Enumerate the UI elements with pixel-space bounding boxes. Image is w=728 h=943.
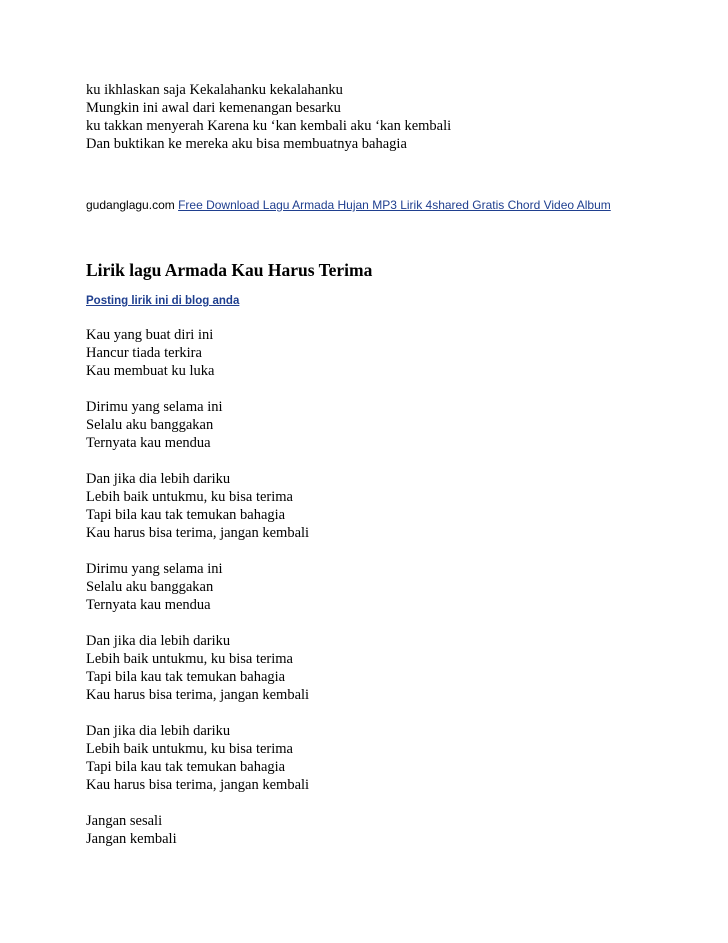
stanza [86, 326, 706, 380]
lyric-line: Dirimu yang selama ini [86, 561, 223, 577]
stanza [86, 560, 706, 614]
lyric-line: Ternyata kau mendua [86, 597, 211, 613]
lyric-line: Tapi bila kau tak temukan bahagia [86, 669, 286, 685]
lyric-line: Lebih baik untukmu, ku bisa terima [86, 651, 293, 667]
intro-line: ku ikhlaskan saja Kekalahanku kekalahanku [86, 82, 343, 98]
stanza [86, 722, 706, 794]
stanza [86, 632, 706, 704]
source-line [86, 197, 706, 213]
lyric-line: Ternyata kau mendua [86, 435, 211, 451]
lyric-line: Tapi bila kau tak temukan bahagia [86, 507, 286, 523]
lyric-line: Jangan sesali [86, 813, 163, 829]
intro-line: Mungkin ini awal dari kemenangan besarku [86, 100, 341, 116]
lyric-line: Tapi bila kau tak temukan bahagia [86, 759, 286, 775]
source-site: gudanglagu.com [86, 198, 175, 212]
lyric-line: Lebih baik untukmu, ku bisa terima [86, 741, 293, 757]
lyric-line: Lebih baik untukmu, ku bisa terima [86, 489, 293, 505]
article-title: Lirik lagu Armada Kau Harus Terima [86, 260, 373, 280]
lyrics-body [86, 326, 706, 848]
lyric-line: Selalu aku banggakan [86, 417, 214, 433]
lyric-line: Jangan kembali [86, 831, 177, 847]
intro-line: Dan buktikan ke mereka aku bisa membuatnya bahagia [86, 136, 407, 152]
post-lyrics-link[interactable]: Posting lirik ini di blog anda [86, 295, 240, 307]
stanza [86, 398, 706, 452]
stanza [86, 470, 706, 542]
source-download-link[interactable]: Free Download Lagu Armada Hujan MP3 Lirik 4shared Gratis Chord Video Album [178, 198, 611, 212]
lyric-line: Selalu aku banggakan [86, 579, 214, 595]
lyric-line: Dirimu yang selama ini [86, 399, 223, 415]
intro-lyrics [86, 81, 706, 153]
lyric-line: Kau harus bisa terima, jangan kembali [86, 687, 310, 703]
stanza [86, 812, 706, 848]
lyric-line: Kau yang buat diri ini [86, 327, 214, 343]
lyric-line: Kau harus bisa terima, jangan kembali [86, 525, 310, 541]
lyric-line: Dan jika dia lebih dariku [86, 723, 231, 739]
lyric-line: Dan jika dia lebih dariku [86, 471, 231, 487]
lyric-line: Kau harus bisa terima, jangan kembali [86, 777, 310, 793]
document-page [86, 81, 706, 866]
lyric-line: Kau membuat ku luka [86, 363, 215, 379]
intro-line: ku takkan menyerah Karena ku ‘kan kembali aku ‘kan kembali [86, 118, 452, 134]
lyric-line: Dan jika dia lebih dariku [86, 633, 231, 649]
lyric-line: Hancur tiada terkira [86, 345, 202, 361]
